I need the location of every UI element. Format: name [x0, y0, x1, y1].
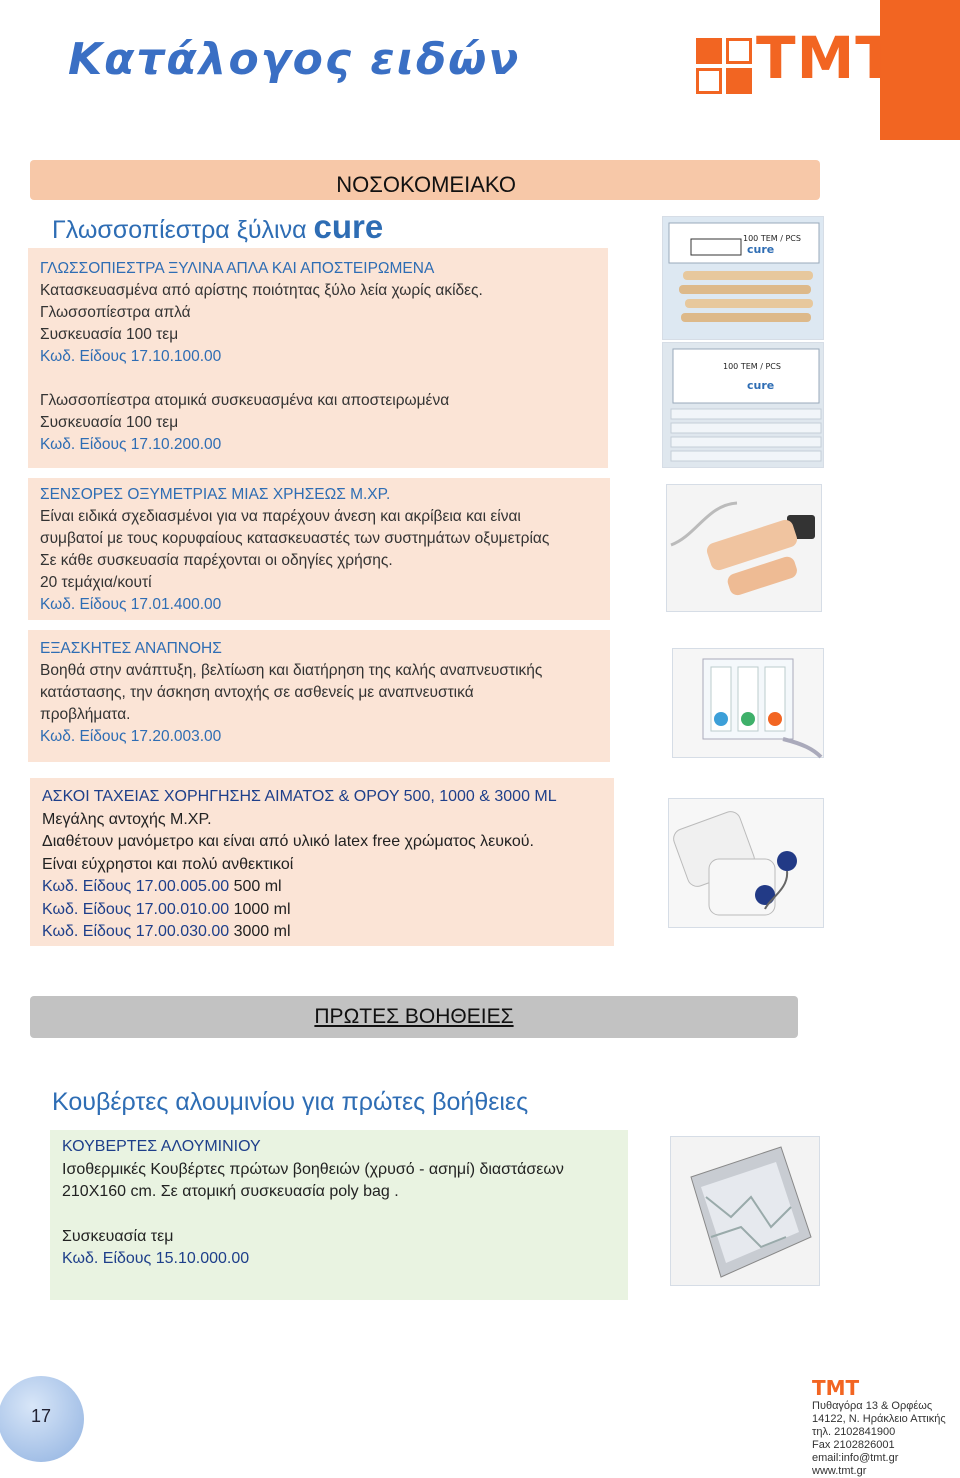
product-variant	[42, 921, 602, 944]
product-line: κατάστασης, την άσκηση αντοχής σε ασθενείς με αναπνευστικά	[40, 684, 474, 701]
product-line: προβλήματα.	[40, 706, 131, 723]
product-line: Γλωσσοπίεστρα απλά	[40, 304, 191, 321]
product-line: Συσκευασία 100 τεμ	[40, 326, 179, 343]
breathing-exerciser-image	[672, 648, 824, 758]
product-variant	[42, 876, 602, 899]
product-code: Κωδ. Είδους 17.00.010.00	[42, 900, 230, 918]
product-title: ΚΟΥΒΕΡΤΕΣ ΑΛΟΥΜΙΝΙΟΥ	[62, 1138, 261, 1155]
product-line: Κατασκευασμένα από αρίστης ποιότητας ξύλο λεία χωρίς ακίδες.	[40, 282, 483, 299]
product-heading-foil-blankets: Κουβέρτες αλουμινίου για πρώτες βοήθειες	[52, 1088, 529, 1116]
page-number: 17	[30, 1406, 52, 1426]
product-code: Κωδ. Είδους 15.10.000.00	[62, 1250, 250, 1267]
product-box-foil-blankets	[50, 1130, 628, 1300]
section-banner-hospital	[30, 160, 820, 200]
variant-size: 500 ml	[229, 878, 282, 895]
variant-size: 3000 ml	[229, 923, 291, 940]
product-code: Κωδ. Είδους 17.10.100.00	[40, 348, 222, 365]
box-brand-label: cure	[747, 379, 775, 392]
foil-blanket-image	[670, 1136, 820, 1286]
tongue-depressor-box-image	[662, 216, 824, 340]
address-line: 14122, Ν. Ηράκλειο Αττικής	[812, 1413, 946, 1425]
product-title: ΑΣΚΟΙ ΤΑΧΕΙΑΣ ΧΟΡΗΓΗΣΗΣ ΑΙΜΑΤΟΣ & ΟΡΟΥ 500, 1000 & 3000 ML	[42, 788, 557, 805]
product-line: Γλωσσοπίεστρα ατομικά συσκευασμένα και αποστειρωμένα	[40, 392, 450, 409]
product-line: 20 τεμάχια/κουτί	[40, 574, 152, 591]
product-line: Ισοθερμικές Κουβέρτες πρώτων βοηθειών (χρυσό - ασημί) διαστάσεων	[62, 1160, 564, 1178]
sterile-depressor-box-image	[662, 342, 824, 468]
product-box-tongue-depressors	[28, 248, 608, 468]
product-code: Κωδ. Είδους 17.00.030.00	[42, 923, 230, 940]
address-line: τηλ. 2102841900	[812, 1426, 896, 1438]
section-banner-first-aid	[30, 996, 798, 1038]
brand-name: cure	[313, 208, 384, 245]
oximetry-sensor-image	[666, 484, 822, 612]
product-line: Βοηθά στην ανάπτυξη, βελτίωση και διατήρηση της καλής αναπνευστικής	[40, 662, 543, 679]
product-line: Σε κάθε συσκευασία παρέχονται οι οδηγίες χρήσης.	[40, 552, 393, 569]
heading-text: Γλωσσοπίεστρα ξύλινα	[52, 216, 314, 244]
address-line: Πυθαγόρα 13 & Ορφέως	[812, 1400, 933, 1412]
pressure-infusion-bag-image	[668, 798, 824, 928]
box-brand-label: cure	[747, 243, 775, 256]
address-line: email:info@tmt.gr	[812, 1452, 899, 1464]
product-box-infusion-bags	[30, 778, 614, 946]
product-code: Κωδ. Είδους 17.01.400.00	[40, 596, 222, 613]
box-count-label: 100 TEM / PCS	[723, 362, 781, 371]
section-banner-label: ΝΟΣΟΚΟΜΕΙΑΚΟ	[336, 172, 516, 197]
product-line: Διαθέτουν μανόμετρο και είναι από υλικό latex free χρώματος λευκού.	[42, 833, 534, 850]
footer-address	[812, 1400, 946, 1478]
section-banner-label: ΠΡΩΤΕΣ ΒΟΗΘΕΙΕΣ	[314, 1005, 514, 1028]
product-title: ΕΞΑΣΚΗΤΕΣ ΑΝΑΠΝΟΗΣ	[40, 640, 222, 657]
catalog-title: Κατάλογος ειδών	[68, 34, 521, 85]
product-box-breathing-exercisers	[28, 630, 610, 762]
product-variant	[42, 899, 602, 922]
tmt-logo	[696, 24, 896, 108]
box-count-label: 100 TEM / PCS	[743, 234, 801, 243]
product-title: ΣΕΝΣΟΡΕΣ ΟΞΥΜΕΤΡΙΑΣ ΜΙΑΣ ΧΡΗΣΕΩΣ Μ.ΧΡ.	[40, 486, 391, 503]
product-line: Είναι ειδικά σχεδιασμένοι για να παρέχουν άνεση και ακρίβεια και είναι	[40, 508, 521, 525]
product-heading-cure	[52, 208, 383, 246]
product-line: Είναι εύχρηστοι και πολύ ανθεκτικοί	[42, 855, 294, 873]
variant-size: 1000 ml	[229, 900, 291, 918]
product-title: ΓΛΩΣΣΟΠΙΕΣΤΡΑ ΞΥΛΙΝΑ ΑΠΛΑ ΚΑΙ ΑΠΟΣΤΕΙΡΩΜΕΝΑ	[40, 260, 435, 277]
address-line: www.tmt.gr	[812, 1465, 867, 1477]
product-code: Κωδ. Είδους 17.00.005.00	[42, 878, 230, 895]
product-line: συμβατοί με τους κορυφαίους κατασκευαστές των συστημάτων οξυμετρίας	[40, 530, 550, 547]
footer-logo: TMT	[812, 1376, 860, 1400]
logo-text: TMT	[756, 24, 896, 92]
product-line: Συσκευασία 100 τεμ	[40, 414, 179, 431]
product-box-oximetry-sensors	[28, 478, 610, 620]
product-line: 210X160 cm. Σε ατομική συσκευασία poly bag .	[62, 1183, 399, 1200]
product-line: Συσκευασία τεμ	[62, 1227, 174, 1245]
page-number-badge	[0, 1376, 84, 1462]
product-line: Μεγάλης αντοχής Μ.ΧΡ.	[42, 810, 212, 828]
product-code: Κωδ. Είδους 17.20.003.00	[40, 728, 222, 745]
product-code: Κωδ. Είδους 17.10.200.00	[40, 436, 222, 453]
address-line: Fax 2102826001	[812, 1439, 895, 1451]
